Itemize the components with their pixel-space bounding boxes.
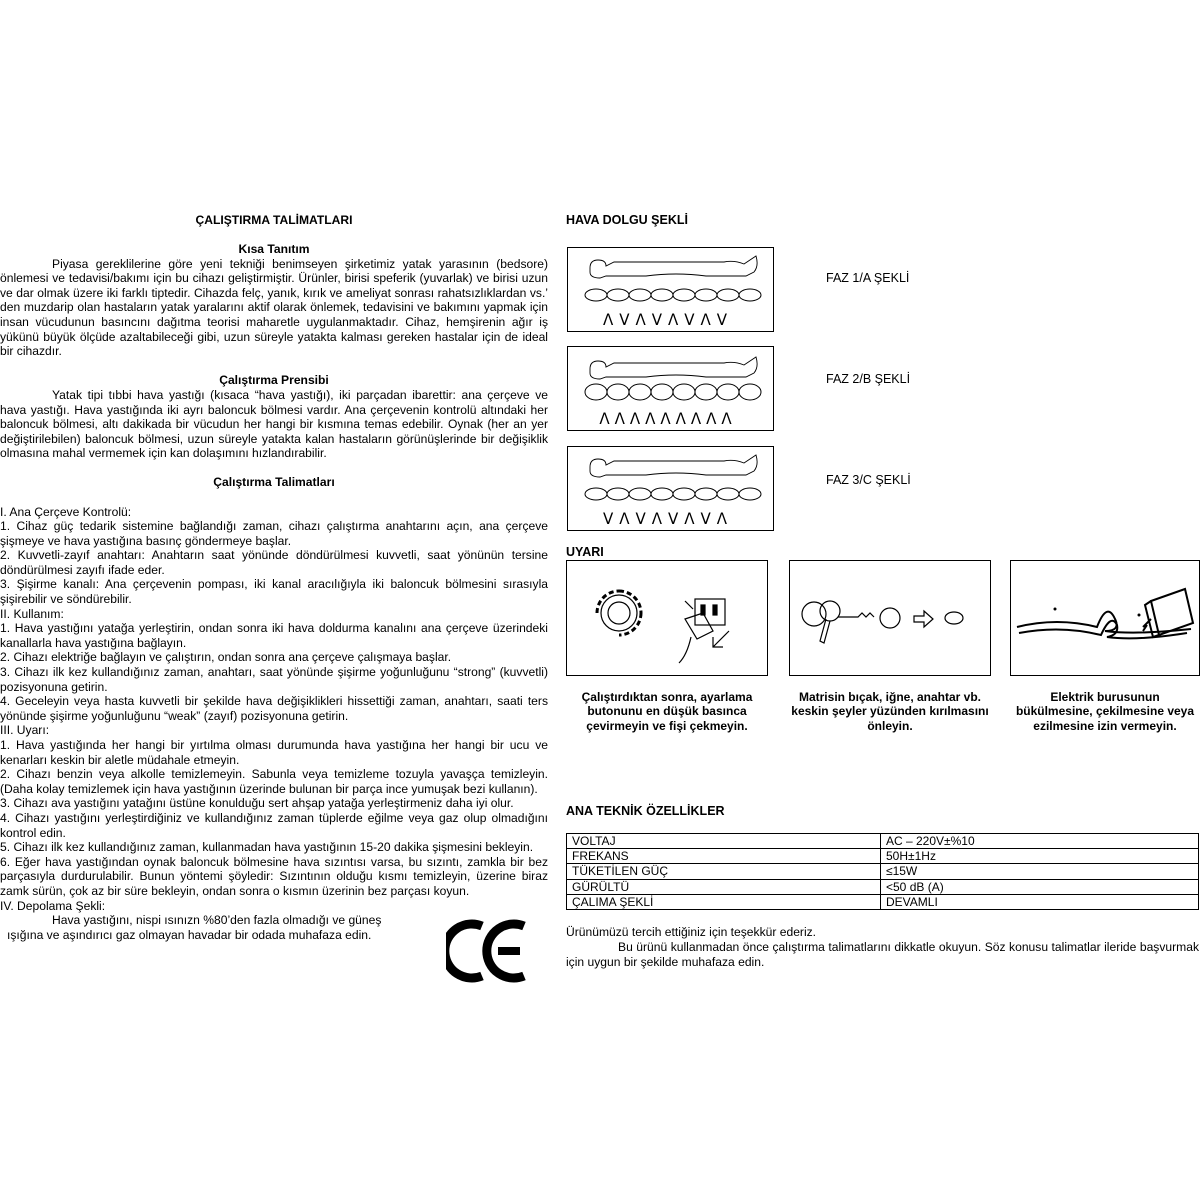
warning-heading: UYARI — [566, 545, 604, 559]
instruction-line: 3. Şişirme kanalı: Ana çerçevenin pompası, iki kanal aracılığıyla iki baloncuk bölmesini sırasıyla şişirebilir ve söndürebilir. — [0, 577, 548, 607]
instruction-line: 2. Kuvvetli-zayıf anahtarı: Anahtarın saat yönünde döndürülmesi kuvvetli, saat yönünün tersine döndürülmesi zayıfı ifade eder. — [0, 548, 548, 577]
thanks-line: Ürünümüzü tercih ettiğiniz için teşekkür ederiz. — [566, 925, 817, 939]
page-title: ÇALIŞTIRMA TALİMATLARI — [195, 213, 353, 227]
principle-heading: Çalıştırma Prensibi — [219, 373, 329, 388]
spec-value: DEVAMLI — [881, 894, 1199, 909]
instruction-line: 4. Cihazı yastığını yerleştirdiğiniz ve kullandığınız zaman tüplerde eğilme veya gaz olup olmadığını kontrol edin. — [0, 810, 548, 840]
sharp-objects-icon — [790, 561, 990, 675]
spec-name: FREKANS — [567, 849, 881, 864]
warning-diagram — [1010, 560, 1200, 676]
instruction-line: 2. Cihazı benzin veya alkolle temizlemeyin. Sabunla veya temizleme tozuyla yavaşça temizleyin. (Daha kolay temizlemek için hava yastığının üzerinde bulunan bir parça ince yumuşak bezi kullanın). — [0, 767, 548, 796]
phase-label: FAZ 3/C ŞEKLİ — [826, 473, 911, 487]
table-row — [567, 894, 1199, 909]
spec-value: ≤15W — [881, 864, 1199, 879]
patient-mattress-icon — [568, 447, 773, 530]
instruction-line: IV. Depolama Şekli: — [0, 898, 106, 913]
warning-caption: Elektrik burusunun bükülmesine, çekilmesine veya ezilmesine izin vermeyin. — [1015, 690, 1195, 733]
instructions-column — [0, 213, 548, 942]
intro-heading: Kısa Tanıtım — [238, 242, 310, 257]
read-instructions-note: Bu ürünü kullanmadan önce çalıştırma talimatlarını dikkatle okuyun. Söz konusu talimatlar ileride başvurmak için uygun bir şekilde muhafaza edin. — [566, 939, 1199, 969]
table-row — [567, 879, 1199, 894]
specs-table — [566, 833, 1199, 910]
warning-diagram — [566, 560, 768, 676]
spec-value: <50 dB (A) — [881, 879, 1199, 894]
patient-mattress-icon — [568, 248, 773, 331]
spec-name: VOLTAJ — [567, 834, 881, 849]
phase-diagram — [567, 247, 774, 332]
intro-paragraph: Piyasa gereklilerine göre yeni tekniği benimseyen şirketimiz yatak yarasının (bedsore) önlemesi ve tedavisi/bakımı için bu cihazı geliştirmiştir. Ürünler, birisi speferik (yuvarlak) ve birisi uzun ve dar olmak üzere iki farklı tiptedir. Cihazda felç, yanık, kırık ve ameliyat sonrası rahatsızlıklardan vs.’ den muzdarip olan hastaların yatak yaralarını aktif olarak önlemek, tedavisini ve bakımını yapmak için insan vücudunun basıncını dağıtma teorisi maharetle uygulanmaktadır. Cihaz, hemşirenin ağır iş yükünü büyük ölçüde azaltabileceği gibi, uzun süreyle yatakta kalması gereken hastalar için de ideal bir cihazdır. — [0, 256, 548, 359]
spec-value: 50H±1Hz — [881, 849, 1199, 864]
instruction-line: 6. Eğer hava yastığından oynak baloncuk bölmesine hava sızıntısı varsa, bu sızıntı, zamkla bir bez parçasıyla durdurulabilir. Bunun yöntemi şöyledir: Sızıntının olduğu kısmı temizleyin, üzerine biraz zamk sürün, çok az bir süre bekleyin, ondan sonra o kısmın üzerinin bez parçası koyun. — [0, 854, 548, 898]
spec-value: AC – 220V±%10 — [881, 834, 1199, 849]
instruction-line: 1. Hava yastığını yatağa yerleştirin, ondan sonra iki hava doldurma kanalını ana çerçeve üzerindeki kanallarla hava yastığına bağlayın. — [0, 621, 548, 650]
spec-name: GÜRÜLTÜ — [567, 879, 881, 894]
phase-label: FAZ 2/B ŞEKLİ — [826, 372, 911, 386]
instruction-line: 4. Geceleyin veya hasta kuvvetli bir şekilde hava değişiklikleri hissettiği zaman, anahtarı, saati ters yönünde şişirme yoğunluğunu “weak” (zayıf) pozisyonuna getirin. — [0, 694, 548, 723]
phase-diagram — [567, 446, 774, 531]
table-row — [567, 864, 1199, 879]
warning-caption: Matrisin bıçak, iğne, anahtar vb. keskin şeyler yüzünden kırılmasını önleyin. — [791, 690, 989, 733]
spec-name: TÜKETİLEN GÜÇ — [567, 864, 881, 879]
power-cord-icon — [1011, 561, 1199, 675]
instruction-line: 5. Cihazı ilk kez kullandığınız zaman, kullanmadan hava yastığının 15-20 dakika şişmesini bekleyin. — [0, 840, 534, 855]
phase-label: FAZ 1/A ŞEKLİ — [826, 271, 910, 285]
ce-mark-icon — [446, 918, 528, 984]
table-row — [567, 834, 1199, 849]
patient-mattress-icon — [568, 347, 773, 430]
instruction-line: 1. Hava yastığında her hangi bir yırtılma olması durumunda hava yastığına her hangi bir ucu ve kenarları keskin bir aletle müdahale etmeyin. — [0, 738, 548, 767]
storage-line: Hava yastığını, nispi ısınızn %80’den fazla olmadığı ve güneş — [52, 913, 382, 928]
instruction-line: 2. Cihazı elektriğe bağlayın ve çalıştırın, ondan sonra ana çerçeve çalışmaya başlar. — [0, 650, 452, 665]
instruction-line: 3. Cihazı ava yastığını yatağını üstüne konulduğu sert ahşap yatağa yerleştirmeniz daha iyi olur. — [0, 796, 514, 811]
specs-heading: ANA TEKNİK ÖZELLİKLER — [566, 804, 725, 818]
control-knob-plug-icon — [567, 561, 767, 675]
instruction-line: II. Kullanım: — [0, 606, 64, 621]
phase-arrows: ᐱᐯᐱᐯᐱᐯᐱᐯ — [602, 311, 734, 329]
closing-text — [566, 925, 1199, 969]
instruction-line: 1. Cihaz güç tedarik sistemine bağlandığı zaman, cihazı çalıştırma anahtarını açın, ana çerçeve şişmeye ve hava yastığına basınç göndermeye başlar. — [0, 519, 548, 548]
instruction-line: I. Ana Çerçeve Kontrolü: — [0, 504, 132, 519]
table-row — [567, 849, 1199, 864]
instructions-heading: Çalıştırma Talimatları — [213, 475, 335, 490]
warning-diagram — [789, 560, 991, 676]
phase-arrows: ᐱᐱᐱᐱᐱᐱᐱᐱᐱ — [599, 410, 737, 428]
fill-heading: HAVA DOLGU ŞEKLİ — [566, 213, 688, 227]
principle-paragraph: Yatak tipi tıbbi hava yastığı (kısaca “hava yastığı), iki parçadan ibarettir: ana çerçeve ve hava yastığı. Hava yastığında iki ayrı baloncuk bölmesi vardır. Ana çerçevenin kontrolü altındaki her baloncuk bölmesi, altı dakikada bir vücudun her hangi bir kısmına temas edebilir. Oynak (her an yer değiştirilebilen) baloncuk bölmesi, uzun süreyle yatakta kalan hastaların görünüşlerinde bir değişiklik olmasına mahal vermemek için kan dolaşımını hızlandırabilir. — [0, 387, 548, 461]
phase-diagram — [567, 346, 774, 431]
phase-arrows: ᐯᐱᐯᐱᐯᐱᐯᐱ — [602, 510, 734, 528]
instruction-line: 3. Cihazı ilk kez kullandığınız zaman, anahtarı, saat yönünde şişirme yoğunluğunu “strong” (kuvvetli) pozisyonuna getirin. — [0, 665, 548, 694]
spec-name: ÇALIMA ŞEKLİ — [567, 894, 881, 909]
storage-line: ışığına ve aşındırıcı gaz olmayan havadar bir odada muhafaza edin. — [7, 927, 372, 942]
instruction-line: III. Uyarı: — [0, 723, 50, 738]
warning-caption: Çalıştırdıktan sonra, ayarlama butonunu en düşük basınca çevirmeyin ve fişi çekmeyin. — [581, 690, 753, 733]
